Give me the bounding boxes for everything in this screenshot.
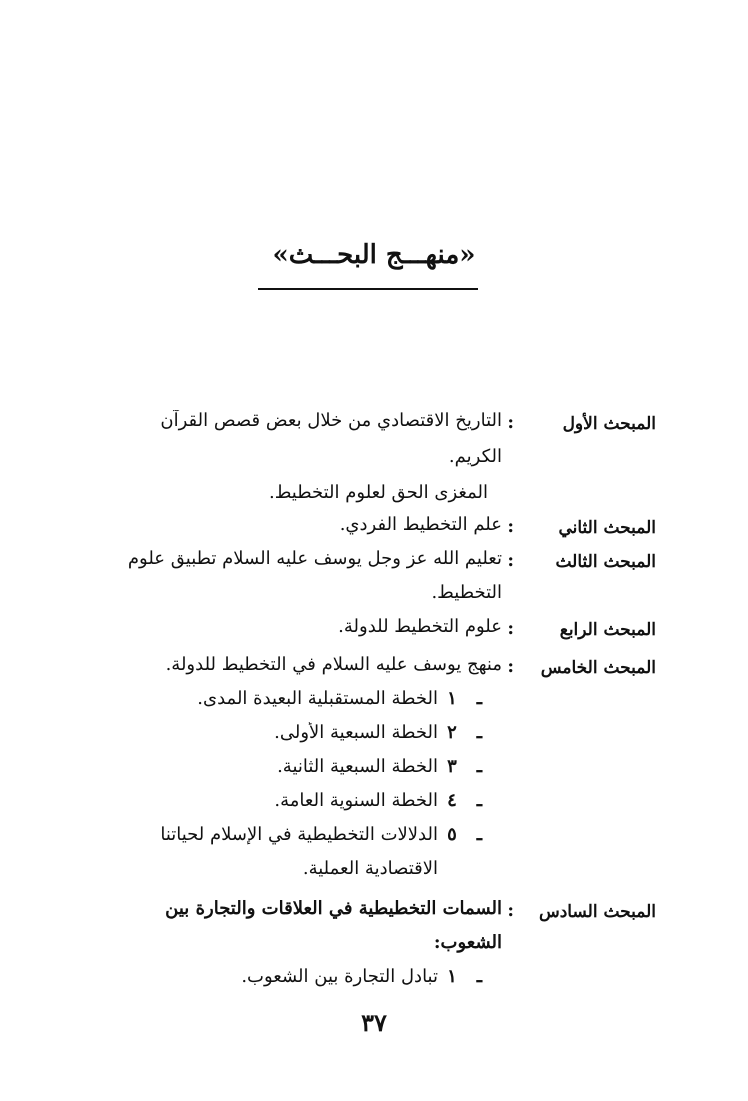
section-text: السمات التخطيطية في العلاقات والتجارة بين <box>165 898 502 919</box>
item-dash: ـ <box>476 756 482 777</box>
item-text: الخطة السبعية الأولى. <box>274 722 438 743</box>
section-text: المغزى الحق لعلوم التخطيط. <box>269 482 488 503</box>
page-title: «منهـــج البحـــث» <box>272 240 476 270</box>
item-number: ٢ <box>447 722 457 743</box>
separator-colon: : <box>507 550 514 571</box>
item-dash: ـ <box>476 790 482 811</box>
section-text: علوم التخطيط للدولة. <box>338 616 502 637</box>
section-row <box>0 612 748 652</box>
item-dash: ـ <box>476 688 482 709</box>
section-text: الشعوب: <box>433 932 502 953</box>
list-item <box>0 962 748 1002</box>
title-underline <box>258 288 478 290</box>
separator-colon: : <box>507 516 514 537</box>
item-text: الدلالات التخطيطية في الإسلام لحياتنا <box>160 824 438 845</box>
item-text: الخطة السبعية الثانية. <box>277 756 438 777</box>
item-text: الاقتصادية العملية. <box>302 858 438 879</box>
item-number: ٣ <box>447 756 457 777</box>
list-item-continuation <box>0 854 748 894</box>
separator-colon: : <box>507 900 514 921</box>
section-text: تعليم الله عز وجل يوسف عليه السلام تطبيق علوم <box>127 548 502 569</box>
item-number: ٤ <box>447 790 457 811</box>
section-text: التخطيط. <box>431 582 502 603</box>
item-number: ٥ <box>447 824 457 845</box>
separator-colon: : <box>507 656 514 677</box>
page-number: ٣٧ <box>361 1008 387 1037</box>
separator-colon: : <box>507 618 514 639</box>
section-label: المبحث الأول <box>562 414 656 434</box>
item-text: تبادل التجارة بين الشعوب. <box>241 966 438 987</box>
item-number: ١ <box>447 966 457 987</box>
section-text: الكريم. <box>448 446 502 467</box>
section-text: منهج يوسف عليه السلام في التخطيط للدولة. <box>165 654 502 675</box>
item-text: الخطة السنوية العامة. <box>274 790 438 811</box>
item-dash: ـ <box>476 824 482 845</box>
section-row <box>0 406 748 446</box>
separator-colon: : <box>507 412 514 433</box>
item-number: ١ <box>447 688 457 709</box>
section-label: المبحث الثالث <box>555 552 656 572</box>
item-dash: ـ <box>476 966 482 987</box>
section-label: المبحث السادس <box>538 902 656 922</box>
section-label: المبحث الخامس <box>540 658 656 678</box>
section-label: المبحث الثاني <box>558 518 656 538</box>
section-label: المبحث الرابع <box>559 620 656 640</box>
section-text: علم التخطيط الفردي. <box>339 514 502 535</box>
item-text: الخطة المستقبلية البعيدة المدى. <box>197 688 438 709</box>
section-text: التاريخ الاقتصادي من خلال بعض قصص القرآن <box>160 410 502 431</box>
section-continuation <box>0 442 748 482</box>
item-dash: ـ <box>476 722 482 743</box>
